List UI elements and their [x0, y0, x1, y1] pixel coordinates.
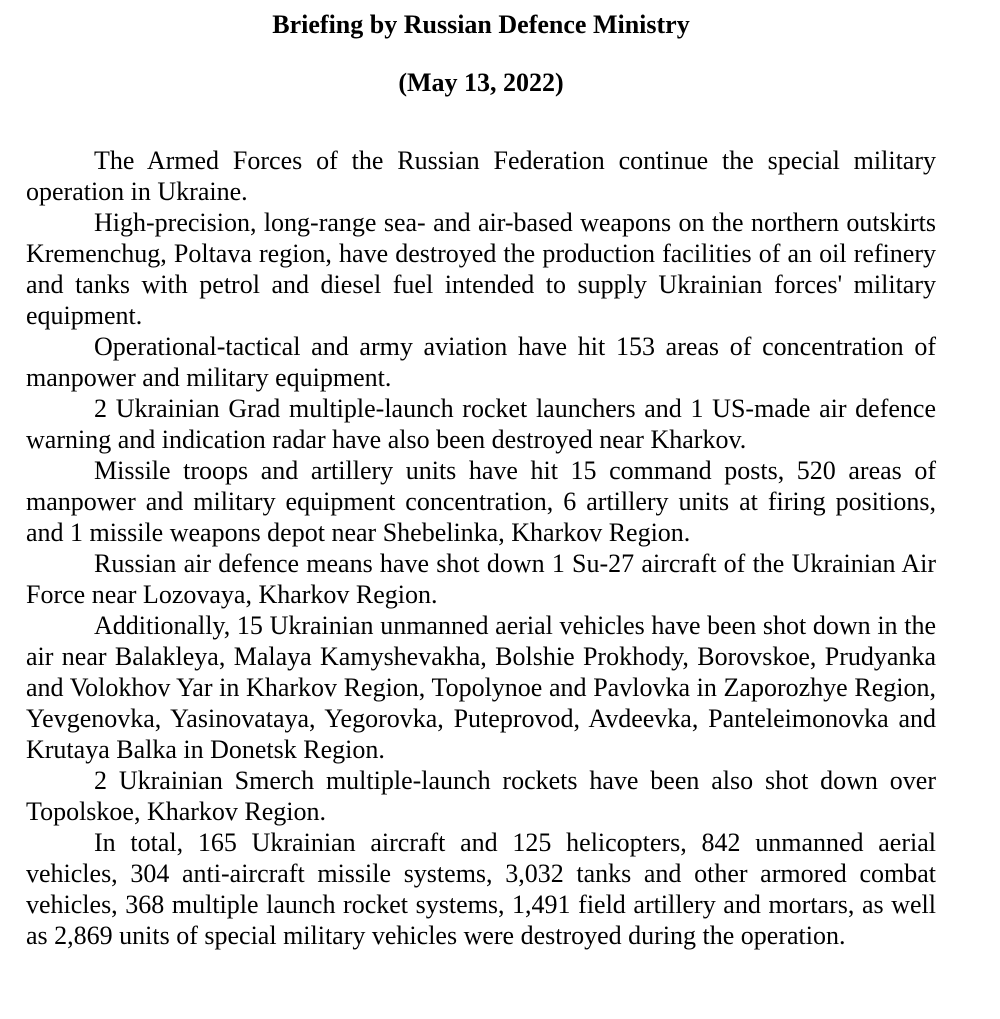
paragraph: Russian air defence means have shot down 1 Su-27 aircraft of the Ukrainian Air Force near Lozovaya, Kharkov Region.	[26, 549, 936, 609]
paragraph: High-precision, long-range sea- and air-based weapons on the northern outskirts Kremenchug, Poltava region, have destroyed the production facilities of an oil refinery and tanks with petrol and diesel fuel intended to supply Ukrainian forces' military equipment.	[26, 208, 936, 330]
paragraph: 2 Ukrainian Smerch multiple-launch rockets have been also shot down over Topolskoe, Kharkov Region.	[26, 766, 936, 826]
document-page	[26, 0, 936, 951]
paragraph: Missile troops and artillery units have hit 15 command posts, 520 areas of manpower and military equipment concentration, 6 artillery units at firing positions, and 1 missile weapons depot near Shebelinka, Kharkov Region.	[26, 456, 936, 547]
document-date: (May 13, 2022)	[398, 68, 564, 97]
document-title: Briefing by Russian Defence Ministry	[272, 10, 690, 39]
paragraph: Operational-tactical and army aviation have hit 153 areas of concentration of manpower and military equipment.	[26, 332, 936, 392]
paragraph: The Armed Forces of the Russian Federation continue the special military operation in Ukraine.	[26, 146, 936, 206]
paragraph: 2 Ukrainian Grad multiple-launch rocket launchers and 1 US-made air defence warning and indication radar have also been destroyed near Kharkov.	[26, 394, 936, 454]
paragraph: In total, 165 Ukrainian aircraft and 125 helicopters, 842 unmanned aerial vehicles, 304 anti-aircraft missile systems, 3,032 tanks and other armored combat vehicles, 368 multiple launch rocket systems, 1,491 field artillery and mortars, as well as 2,869 units of special military vehicles were destroyed during the operation.	[26, 828, 936, 950]
paragraph: Additionally, 15 Ukrainian unmanned aerial vehicles have been shot down in the air near Balakleya, Malaya Kamyshevakha, Bolshie Prokhody, Borovskoe, Prudyanka and Volokhov Yar in Kharkov Region, Topolynoe and Pavlovka in Zaporozhye Region, Yevgenovka, Yasinovataya, Yegorovka, Puteprovod, Avdeevka, Panteleimonovka and Krutaya Balka in Donetsk Region.	[26, 611, 936, 764]
document-body	[26, 145, 936, 951]
